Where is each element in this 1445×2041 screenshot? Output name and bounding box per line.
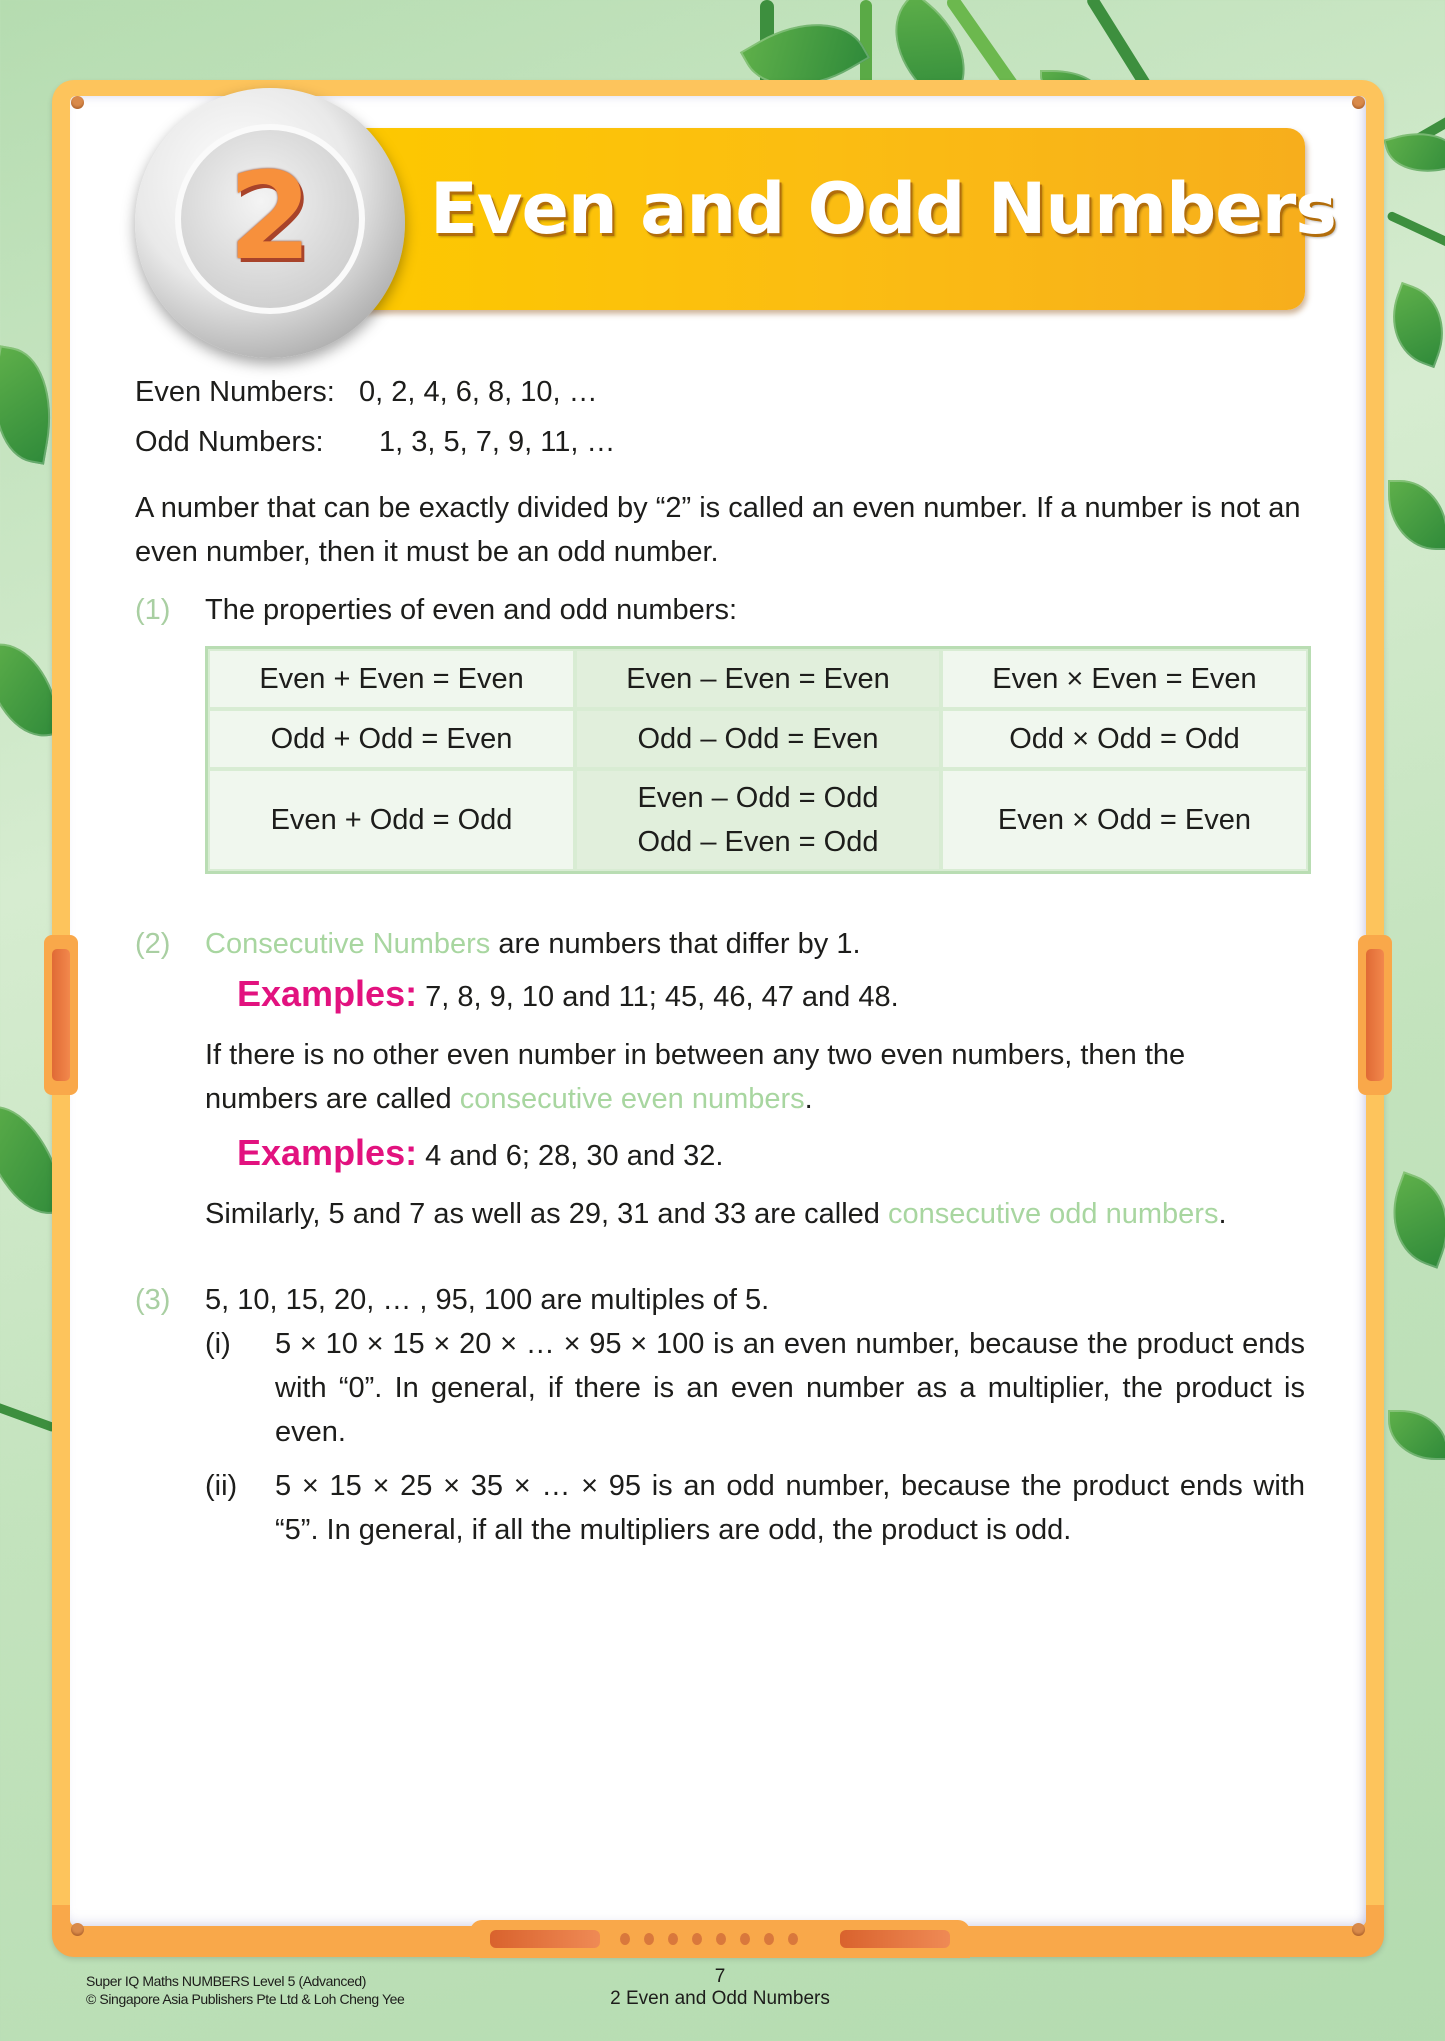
even-numbers-line — [135, 370, 1305, 414]
rivet-icon — [1352, 1923, 1365, 1936]
section-1-marker: (1) — [135, 594, 171, 626]
consecutive-odd-paragraph — [205, 1192, 1305, 1236]
copyright: © Singapore Asia Publishers Pte Ltd & Loh Cheng Yee — [86, 1991, 405, 2007]
book-title: Super IQ Maths NUMBERS Level 5 (Advanced) — [86, 1973, 367, 1989]
bottom-clip — [470, 1920, 970, 1958]
item-text: 5 × 10 × 15 × 20 × … × 95 × 100 is an even number, because the product ends with “0”. In general, if there is an even number as a multiplier, the product is even. — [275, 1328, 1305, 1448]
right-binder-tab — [1358, 935, 1392, 1095]
paragraph-text: Similarly, 5 and 7 as well as 29, 31 and 33 are called — [205, 1198, 888, 1230]
intro-paragraph: A number that can be exactly divided by “2” is called an even number. If a number is not an even number, then it must be an odd number. — [135, 492, 1301, 568]
section-1 — [135, 588, 1305, 632]
table-row — [208, 649, 1308, 709]
consecutive-even-term: consecutive even numbers — [459, 1083, 805, 1115]
odd-numbers-line — [135, 420, 1305, 464]
odd-numbers-label: Odd Numbers: — [135, 426, 324, 458]
item-text: 5 × 15 × 25 × 35 × … × 95 is an odd number, because the product ends with “5”. In general, if all the multipliers are odd, the product is odd. — [275, 1470, 1305, 1546]
odd-numbers-values: 1, 3, 5, 7, 9, 11, … — [379, 426, 616, 458]
table-cell: Even – Even = Even — [575, 649, 941, 709]
table-row — [208, 709, 1308, 769]
section-3-item-ii — [205, 1464, 1305, 1552]
examples-values: 7, 8, 9, 10 and 11; 45, 46, 47 and 48. — [417, 981, 899, 1013]
examples-line-1 — [237, 972, 1305, 1019]
slot-decoration — [840, 1930, 950, 1948]
table-cell: Even × Even = Even — [941, 649, 1308, 709]
paragraph-text: . — [804, 1083, 813, 1115]
chapter-medal-inner — [175, 124, 365, 314]
table-cell: Odd + Odd = Even — [208, 709, 575, 769]
chapter-medal — [135, 88, 405, 358]
rivet-icon — [71, 96, 84, 109]
section-3 — [135, 1278, 1305, 1322]
examples-values: 4 and 6; 28, 30 and 32. — [417, 1140, 724, 1172]
rivet-icon — [1352, 96, 1365, 109]
table-cell-line: Odd – Even = Odd — [637, 826, 879, 858]
table-cell: Even + Even = Even — [208, 649, 575, 709]
examples-label: Examples: — [237, 1132, 418, 1173]
dots-decoration — [620, 1933, 798, 1945]
section-1-heading: The properties of even and odd numbers: — [205, 594, 737, 626]
roman-marker: (ii) — [205, 1470, 238, 1502]
table-cell: Odd × Odd = Odd — [941, 709, 1308, 769]
table-cell: Even + Odd = Odd — [208, 769, 575, 871]
section-3-item-i — [205, 1322, 1305, 1454]
section-2 — [135, 922, 1305, 966]
table-cell: Even × Odd = Even — [941, 769, 1308, 871]
examples-label: Examples: — [237, 973, 418, 1014]
footer-page-info — [590, 1966, 850, 2010]
page-title: Even and Odd Numbers — [430, 168, 1336, 250]
even-numbers-label: Even Numbers: — [135, 376, 335, 408]
chapter-number: 2 — [228, 148, 312, 287]
examples-line-2 — [237, 1131, 1305, 1178]
table-row — [208, 769, 1308, 871]
properties-table — [205, 646, 1311, 874]
chapter-label: 2 Even and Odd Numbers — [610, 1988, 830, 2009]
consecutive-definition: are numbers that differ by 1. — [490, 928, 861, 960]
consecutive-numbers-term: Consecutive Numbers — [205, 928, 491, 960]
left-binder-tab — [44, 935, 78, 1095]
rivet-icon — [71, 1923, 84, 1936]
section-3-marker: (3) — [135, 1284, 171, 1316]
paragraph-text: If there is no other even number in between any two even numbers, then the numbers are called — [205, 1039, 1186, 1115]
main-content — [135, 370, 1305, 1552]
table-cell-line: Even – Odd = Odd — [637, 782, 879, 814]
table-cell: Odd – Odd = Even — [575, 709, 941, 769]
consecutive-even-paragraph — [205, 1033, 1305, 1121]
roman-marker: (i) — [205, 1328, 231, 1360]
slot-decoration — [490, 1930, 600, 1948]
consecutive-odd-term: consecutive odd numbers — [887, 1198, 1219, 1230]
table-cell — [575, 769, 941, 871]
even-numbers-values: 0, 2, 4, 6, 8, 10, … — [359, 376, 598, 408]
section-3-heading: 5, 10, 15, 20, … , 95, 100 are multiples of 5. — [205, 1284, 770, 1316]
section-2-marker: (2) — [135, 928, 171, 960]
page-number: 7 — [714, 1966, 726, 1987]
footer-credits — [86, 1972, 404, 2008]
paragraph-text: . — [1218, 1198, 1227, 1230]
